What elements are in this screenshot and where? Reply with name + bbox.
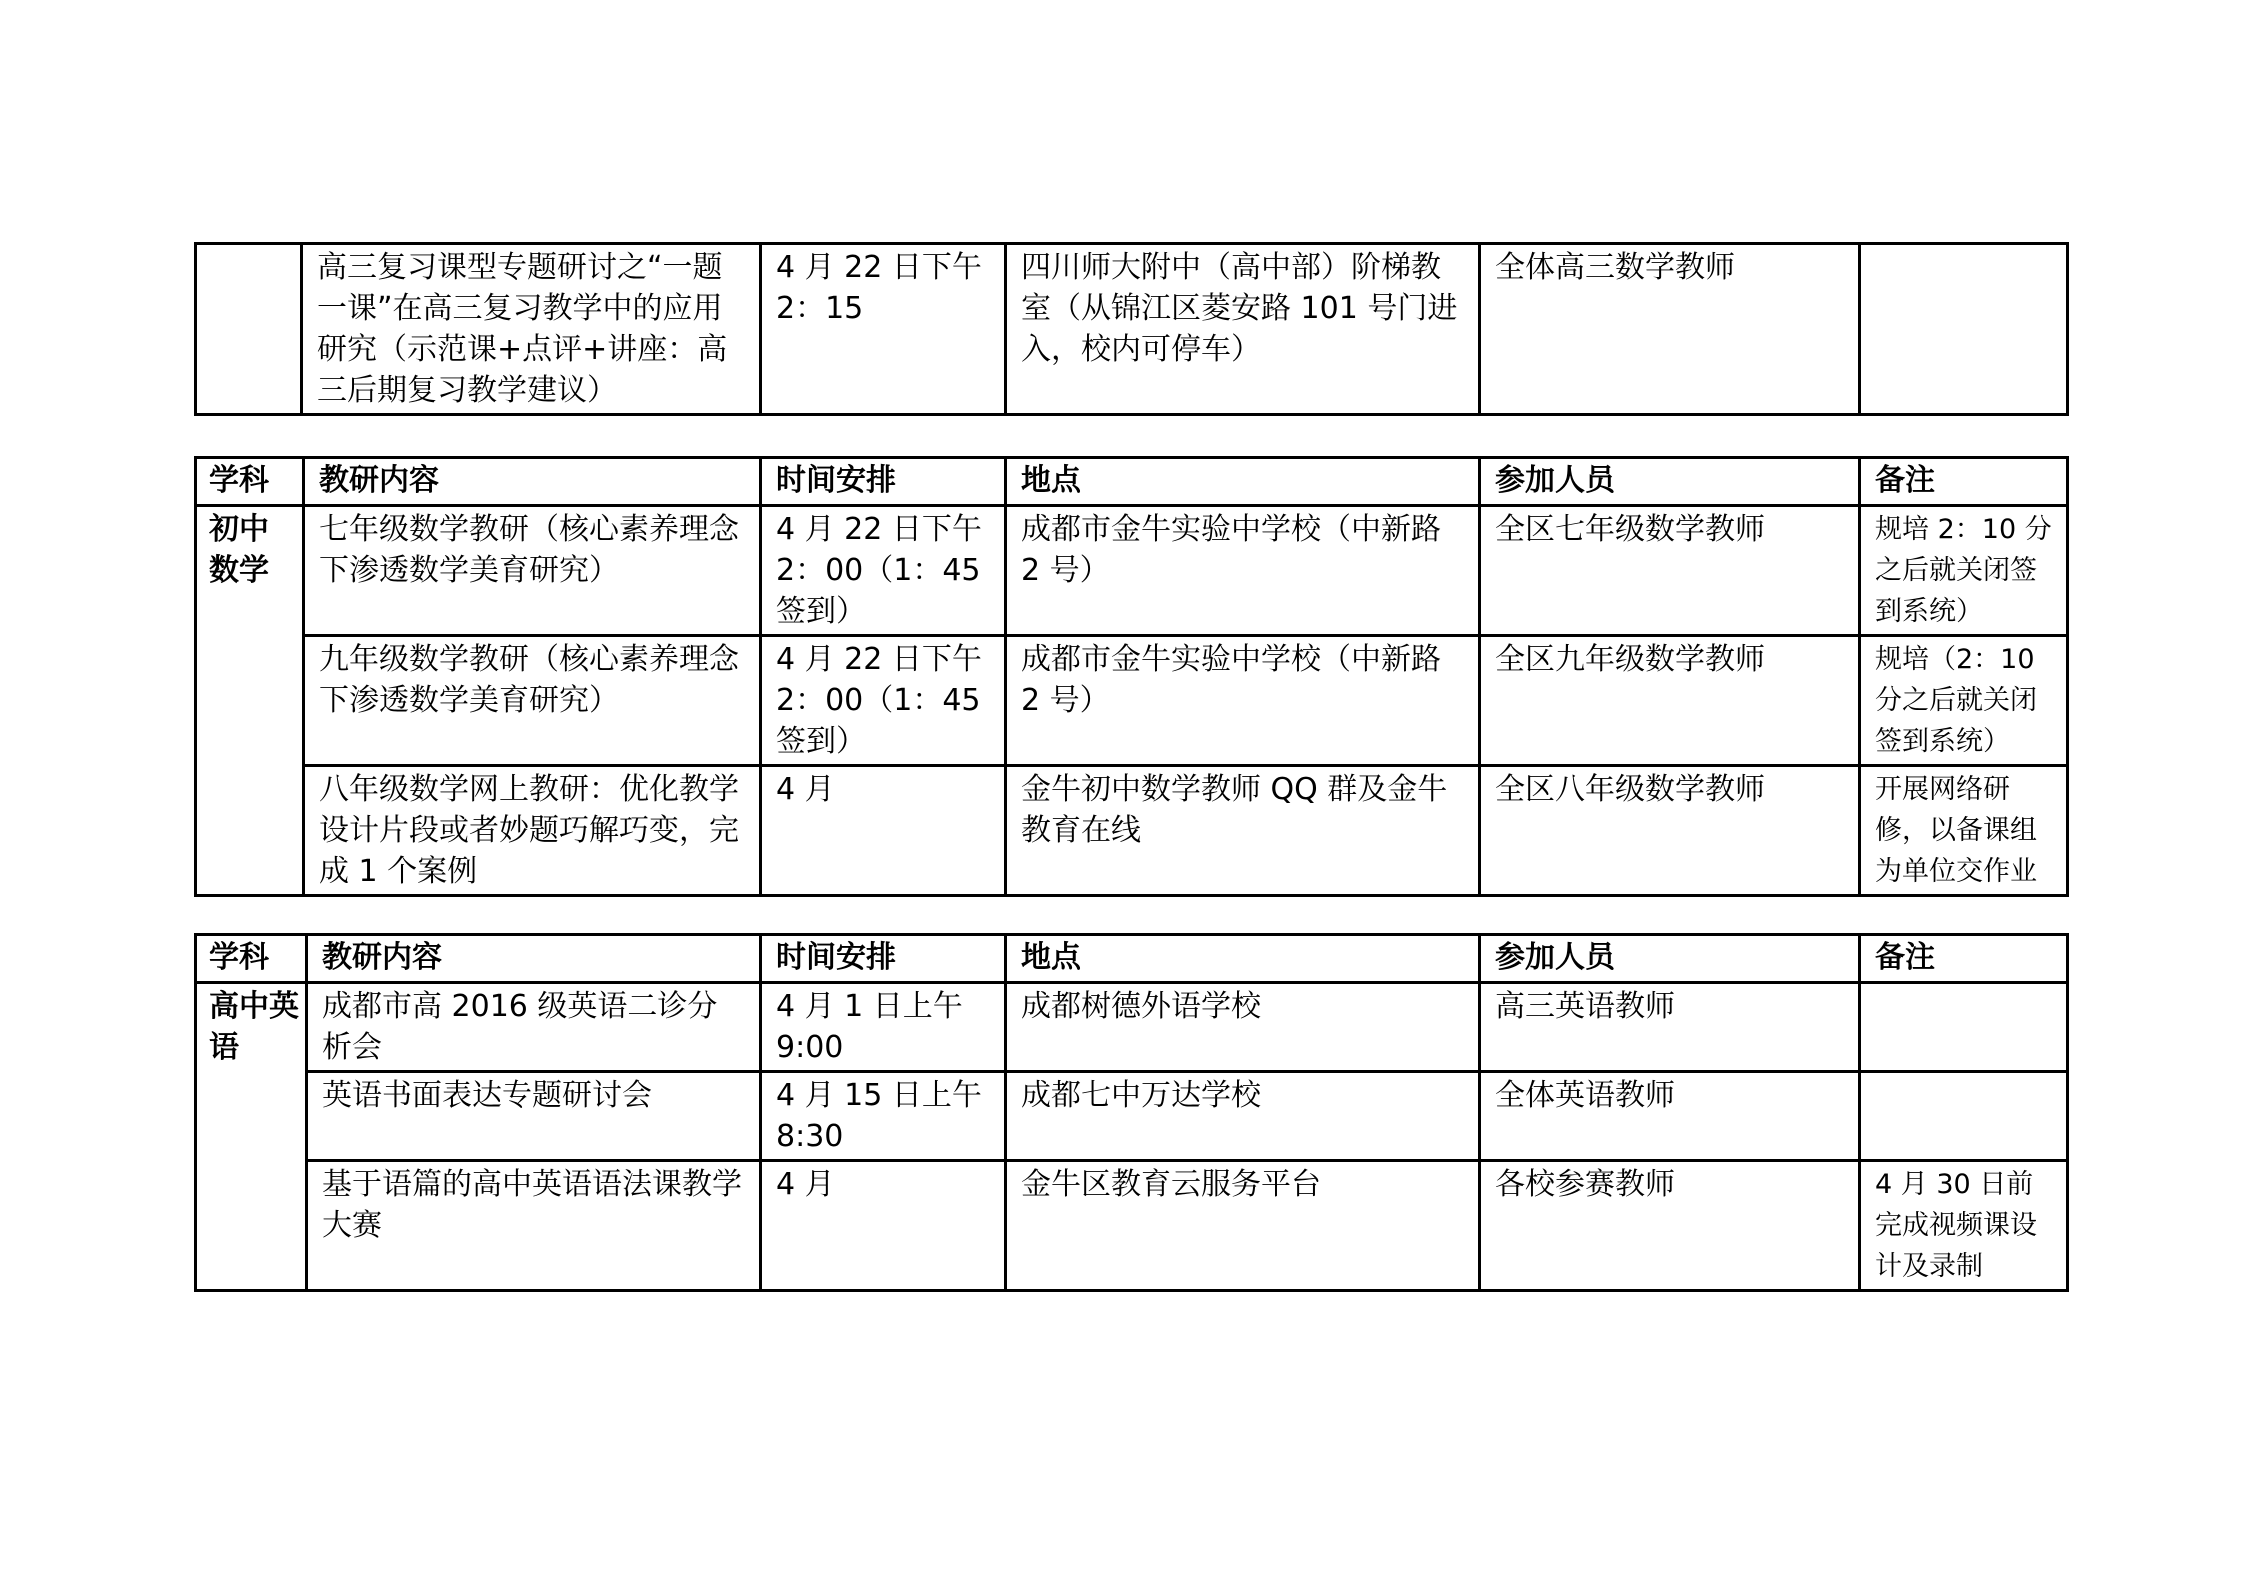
participants-cell: 高三英语教师 <box>1480 983 1860 1072</box>
header-subject: 学科 <box>196 935 307 983</box>
schedule-table-continuation <box>194 242 2069 416</box>
location-cell: 金牛初中数学教师 QQ 群及金牛教育在线 <box>1006 766 1480 896</box>
time-cell: 4 月 22 日下午 2：00（1：45 签到） <box>761 506 1006 636</box>
header-location: 地点 <box>1006 458 1480 506</box>
time-cell: 4 月 22 日下午 2：00（1：45 签到） <box>761 636 1006 766</box>
participants-cell: 全区七年级数学教师 <box>1480 506 1860 636</box>
table-header-row <box>196 935 2068 983</box>
content-cell: 英语书面表达专题研讨会 <box>307 1072 761 1161</box>
location-cell: 成都树德外语学校 <box>1006 983 1480 1072</box>
location-cell: 金牛区教育云服务平台 <box>1006 1161 1480 1291</box>
table-header-row <box>196 458 2068 506</box>
note-cell <box>1860 1072 2068 1161</box>
participants-cell: 各校参赛教师 <box>1480 1161 1860 1291</box>
participants-cell: 全区八年级数学教师 <box>1480 766 1860 896</box>
location-cell: 四川师大附中（高中部）阶梯教室（从锦江区菱安路 101 号门进入，校内可停车） <box>1006 244 1480 415</box>
header-note: 备注 <box>1860 935 2068 983</box>
time-cell: 4 月 1 日上午 9:00 <box>761 983 1006 1072</box>
header-note: 备注 <box>1860 458 2068 506</box>
table-row <box>196 636 2068 766</box>
header-time: 时间安排 <box>761 935 1006 983</box>
header-content: 教研内容 <box>307 935 761 983</box>
note-cell <box>1860 983 2068 1072</box>
table-row <box>196 1161 2068 1291</box>
location-cell: 成都市金牛实验中学校（中新路 2 号） <box>1006 506 1480 636</box>
content-cell: 八年级数学网上教研：优化教学设计片段或者妙题巧解巧变，完成 1 个案例 <box>304 766 761 896</box>
subject-cell: 初中数学 <box>196 506 304 896</box>
note-cell: 规培（2：10 分之后就关闭签到系统） <box>1860 636 2068 766</box>
participants-cell: 全体高三数学教师 <box>1480 244 1860 415</box>
content-cell: 九年级数学教研（核心素养理念下渗透数学美育研究） <box>304 636 761 766</box>
table-row <box>196 1072 2068 1161</box>
time-cell: 4 月 15 日上午 8:30 <box>761 1072 1006 1161</box>
table-row <box>196 766 2068 896</box>
table-row <box>196 983 2068 1072</box>
note-cell: 4 月 30 日前完成视频课设计及录制 <box>1860 1161 2068 1291</box>
table-row <box>196 506 2068 636</box>
content-cell: 基于语篇的高中英语语法课教学大赛 <box>307 1161 761 1291</box>
time-cell: 4 月 22 日下午 2：15 <box>761 244 1006 415</box>
content-cell: 七年级数学教研（核心素养理念下渗透数学美育研究） <box>304 506 761 636</box>
location-cell: 成都市金牛实验中学校（中新路 2 号） <box>1006 636 1480 766</box>
note-cell: 规培 2：10 分之后就关闭签到系统） <box>1860 506 2068 636</box>
header-subject: 学科 <box>196 458 304 506</box>
table-row <box>196 244 2068 415</box>
subject-cell <box>196 244 302 415</box>
header-participants: 参加人员 <box>1480 458 1860 506</box>
time-cell: 4 月 <box>761 766 1006 896</box>
participants-cell: 全体英语教师 <box>1480 1072 1860 1161</box>
note-cell <box>1860 244 2068 415</box>
time-cell: 4 月 <box>761 1161 1006 1291</box>
schedule-table-senior-english <box>194 933 2069 1292</box>
header-content: 教研内容 <box>304 458 761 506</box>
header-location: 地点 <box>1006 935 1480 983</box>
subject-cell: 高中英语 <box>196 983 307 1291</box>
header-participants: 参加人员 <box>1480 935 1860 983</box>
content-cell: 高三复习课型专题研讨之“一题一课”在高三复习教学中的应用研究（示范课+点评+讲座：高三后期复习教学建议） <box>302 244 761 415</box>
location-cell: 成都七中万达学校 <box>1006 1072 1480 1161</box>
schedule-table-junior-math <box>194 456 2069 897</box>
content-cell: 成都市高 2016 级英语二诊分析会 <box>307 983 761 1072</box>
header-time: 时间安排 <box>761 458 1006 506</box>
note-cell: 开展网络研修，以备课组为单位交作业 <box>1860 766 2068 896</box>
participants-cell: 全区九年级数学教师 <box>1480 636 1860 766</box>
